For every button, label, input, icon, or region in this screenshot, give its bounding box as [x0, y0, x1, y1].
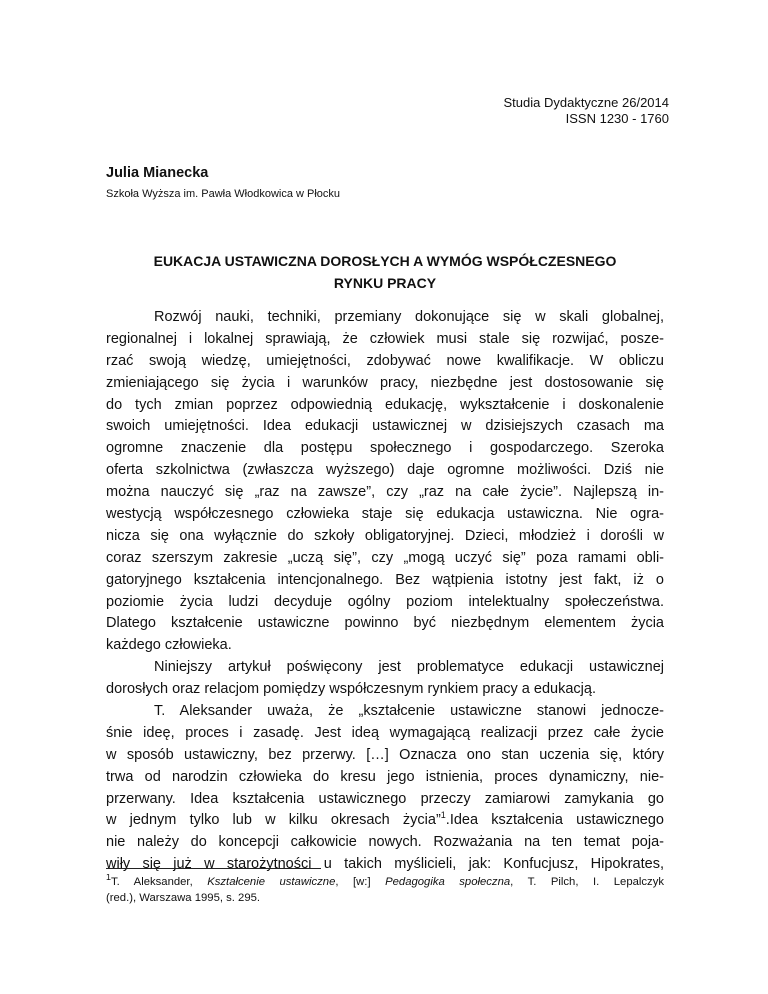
- body-line: rzać swoją wiedzę, umiejętności, zdobywać nowe kwalifikacje. W obliczu: [106, 352, 664, 369]
- footnote: [106, 874, 664, 906]
- body-line: dorosłych oraz relacjom pomiędzy współczesnym rynkiem pracy a edukacją.: [106, 681, 596, 698]
- body-line: nicza się ona wyłącznie do szkoły obligatoryjnej. Dzieci, młodzież i dorośli w: [106, 527, 664, 544]
- body-line: oferta szkolnictwa (zwłaszcza wyższego) daje ogromne możliwości. Dziś nie: [106, 462, 664, 479]
- footnote-divider: [106, 868, 321, 869]
- body-line: nie należy do koncepcji całkowicie nowych. Rozważania na ten temat poja-: [106, 834, 664, 851]
- body-line: każdego człowieka.: [106, 637, 232, 654]
- author-affiliation: Szkoła Wyższa im. Pawła Włodkowica w Płocku: [106, 188, 341, 200]
- footnote-number: 1: [106, 874, 112, 883]
- body-line: można nauczyć się „raz na zawsze”, czy „raz na całe życie”. Najlepszą in-: [106, 484, 664, 501]
- body-line: wiły się już w starożytności u takich myślicieli, jak: Konfucjusz, Hipokrates,: [106, 856, 664, 873]
- body-line: do tych zmian poprzez odpowiednią edukację, wykształcenie i doskonalenie: [106, 396, 664, 413]
- body-line-text: w jednym tylko lub w kilku okresach życia”: [106, 812, 441, 829]
- footnote-in: , [w:]: [335, 876, 386, 888]
- author-name: Julia Mianecka: [106, 165, 209, 181]
- article-body: [106, 307, 664, 876]
- footnote-line: [106, 874, 664, 890]
- body-line: poziomie życia ludzi decyduje ogólny poziom intelektualny społeczeństwa.: [106, 593, 664, 610]
- body-line: zmieniającego się życia i warunków pracy, niezbędne jest dostosowanie się: [106, 374, 664, 391]
- footnote-work-title: Kształcenie ustawiczne: [207, 876, 336, 888]
- journal-header: [504, 95, 670, 127]
- body-line: śnie ideę, proces i zasadę. Jest ideą wymagającą realizacji przez całe życie: [106, 724, 664, 741]
- body-line: gatoryjnego kształcenia intencjonalnego. Bez wątpienia istotny jest fakt, iż o: [106, 571, 664, 588]
- body-line: w sposób ustawiczny, bez przerwy. […] Oznacza ono stan uczenia się, który: [106, 746, 664, 763]
- body-line: przerwany. Idea kształcenia ustawicznego przeczy zamiarowi zamykania go: [106, 790, 664, 807]
- body-line: westycją współczesnego człowieka staje się edukacja ustawiczna. Nie ogra-: [106, 506, 664, 523]
- issn: ISSN 1230 - 1760: [565, 111, 669, 126]
- body-line: swoich umiejętności. Idea edukacji ustawicznej w dzisiejszych czasach ma: [106, 418, 664, 435]
- body-line: Dlatego kształcenie ustawiczne powinno być niezbędnym elementem życia: [106, 615, 664, 632]
- footnote-editors: , T. Pilch, I. Lepalczyk: [510, 876, 664, 888]
- article-title: [106, 250, 664, 294]
- footnote-reference[interactable]: 1: [440, 810, 446, 821]
- body-line: Rozwój nauki, techniki, przemiany dokonujące się w skali globalnej,: [154, 309, 664, 325]
- journal-title: Studia Dydaktyczne 26/2014: [503, 95, 669, 110]
- body-line: coraz szerszym zakresie „uczą się”, czy „mogą uczyć się” poza ramami obli-: [106, 549, 664, 566]
- body-line: ogromne znaczenie dla postępu społecznego i gospodarczego. Szeroka: [106, 440, 664, 457]
- body-line: regionalnej i lokalnej sprawiają, że człowiek musi stale się rozwijać, posze-: [106, 330, 664, 347]
- footnote-line: (red.), Warszawa 1995, s. 295.: [106, 892, 261, 904]
- title-line: EUKACJA USTAWICZNA DOROSŁYCH A WYMÓG WSPÓŁCZESNEGO: [153, 253, 617, 269]
- footnote-book-title: Pedagogika społeczna: [385, 876, 511, 888]
- body-line: T. Aleksander uważa, że „kształcenie ustawiczne stanowi jednocze-: [154, 703, 664, 720]
- body-line-with-footnote: [106, 810, 664, 832]
- title-line: RYNKU PRACY: [333, 275, 437, 291]
- body-line: Niniejszy artykuł poświęcony jest problematyce edukacji ustawicznej: [154, 659, 664, 676]
- body-line-text: .Idea kształcenia ustawicznego: [445, 812, 664, 829]
- footnote-author: T. Aleksander,: [111, 876, 208, 888]
- body-line: trwa od narodzin człowieka do kresu jego istnienia, proces dynamiczny, nie-: [106, 768, 664, 785]
